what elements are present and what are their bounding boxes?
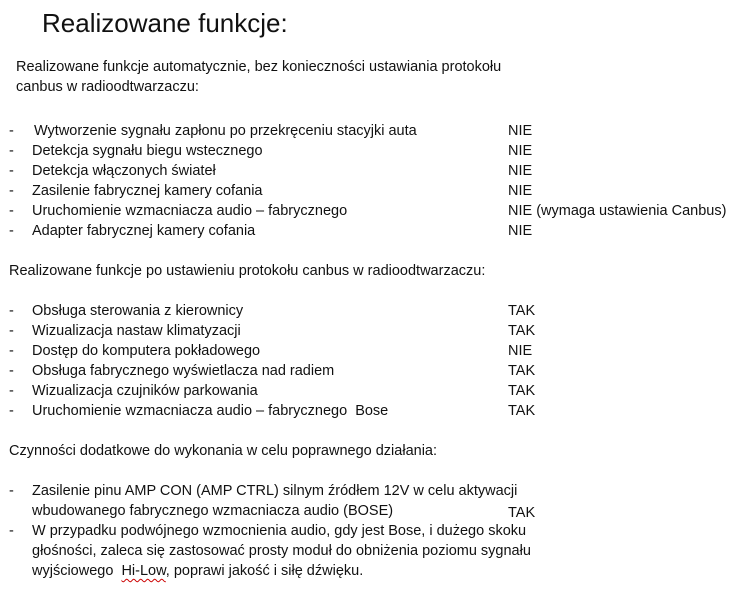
list-item [0, 481, 746, 501]
list-item [0, 401, 746, 421]
list-item-continuation [0, 561, 746, 581]
list-item [0, 321, 746, 341]
bullet-dash: - [9, 203, 14, 219]
item-value: TAK [508, 403, 536, 419]
item-label: Uruchomienie wzmacniacza audio – fabrycznego [32, 203, 348, 219]
list-item [0, 361, 746, 381]
list-item [0, 181, 746, 201]
item-line [32, 561, 363, 581]
bullet-dash: - [9, 383, 14, 399]
canbus-heading: Realizowane funkcje po ustawieniu protokołu canbus w radioodtwarzaczu: [9, 263, 486, 279]
list-item [0, 161, 746, 181]
intro-line-1: Realizowane funkcje automatycznie, bez konieczności ustawiania protokołu [16, 59, 502, 75]
item-value: NIE [508, 343, 533, 359]
bullet-dash: - [9, 163, 14, 179]
list-item [0, 141, 746, 161]
list-item [0, 301, 746, 321]
extra-heading: Czynności dodatkowe do wykonania w celu poprawnego działania: [9, 443, 438, 459]
item-value: NIE (wymaga ustawienia Canbus) [508, 203, 727, 219]
bullet-dash: - [9, 403, 14, 419]
page-title: Realizowane funkcje: [42, 8, 288, 38]
bullet-dash: - [9, 483, 14, 499]
item-value: NIE [508, 123, 533, 139]
list-item [0, 121, 746, 141]
item-value: TAK [508, 303, 536, 319]
item-line: wbudowanego fabrycznego wzmacniacza audio (BOSE) [32, 503, 394, 519]
item-value: TAK [508, 383, 536, 399]
list-item [0, 201, 746, 221]
list-item-continuation [0, 541, 746, 561]
item-label: Wytworzenie sygnału zapłonu po przekręceniu stacyjki auta [34, 123, 417, 139]
item-label: Adapter fabrycznej kamery cofania [32, 223, 256, 239]
item-label: Detekcja włączonych świateł [32, 163, 216, 179]
item-label: Obsługa fabrycznego wyświetlacza nad radiem [32, 363, 335, 379]
item-value: TAK [508, 363, 536, 379]
bullet-dash: - [9, 123, 14, 139]
list-item [0, 341, 746, 361]
list-item [0, 221, 746, 241]
item-label: Zasilenie fabrycznej kamery cofania [32, 183, 263, 199]
bullet-dash: - [9, 323, 14, 339]
bullet-dash: - [9, 183, 14, 199]
item-line: głośności, zaleca się zastosować prosty moduł do obniżenia poziomu sygnału [32, 543, 531, 559]
list-item-continuation [0, 501, 746, 521]
item-label: Wizualizacja czujników parkowania [32, 383, 258, 399]
item-line: Zasilenie pinu AMP CON (AMP CTRL) silnym źródłem 12V w celu aktywacji [32, 483, 518, 499]
bullet-dash: - [9, 523, 14, 539]
intro-line-2: canbus w radioodtwarzaczu: [16, 79, 199, 95]
bullet-dash: - [9, 143, 14, 159]
item-line: W przypadku podwójnego wzmocnienia audio, gdy jest Bose, i dużego skoku [32, 523, 527, 539]
item-value: NIE [508, 223, 533, 239]
bullet-dash: - [9, 343, 14, 359]
bullet-dash: - [9, 223, 14, 239]
item-label: Dostęp do komputera pokładowego [32, 343, 261, 359]
item-value: NIE [508, 183, 533, 199]
spellcheck-marked-word: Hi-Low [121, 563, 166, 579]
item-label: Uruchomienie wzmacniacza audio – fabrycznego Bose [32, 403, 389, 419]
line-text: , poprawi jakość i siłę dźwięku. [165, 563, 364, 579]
item-label: Wizualizacja nastaw klimatyzacji [32, 323, 241, 339]
bullet-dash: - [9, 303, 14, 319]
item-value: NIE [508, 163, 533, 179]
item-label: Obsługa sterowania z kierownicy [32, 303, 244, 319]
list-item [0, 381, 746, 401]
bullet-dash: - [9, 363, 14, 379]
item-label: Detekcja sygnału biegu wstecznego [32, 143, 263, 159]
list-item [0, 521, 746, 541]
item-value: NIE [508, 143, 533, 159]
item-value: TAK [508, 323, 536, 339]
line-text: wyjściowego [32, 563, 122, 579]
item-value: TAK [508, 505, 536, 521]
